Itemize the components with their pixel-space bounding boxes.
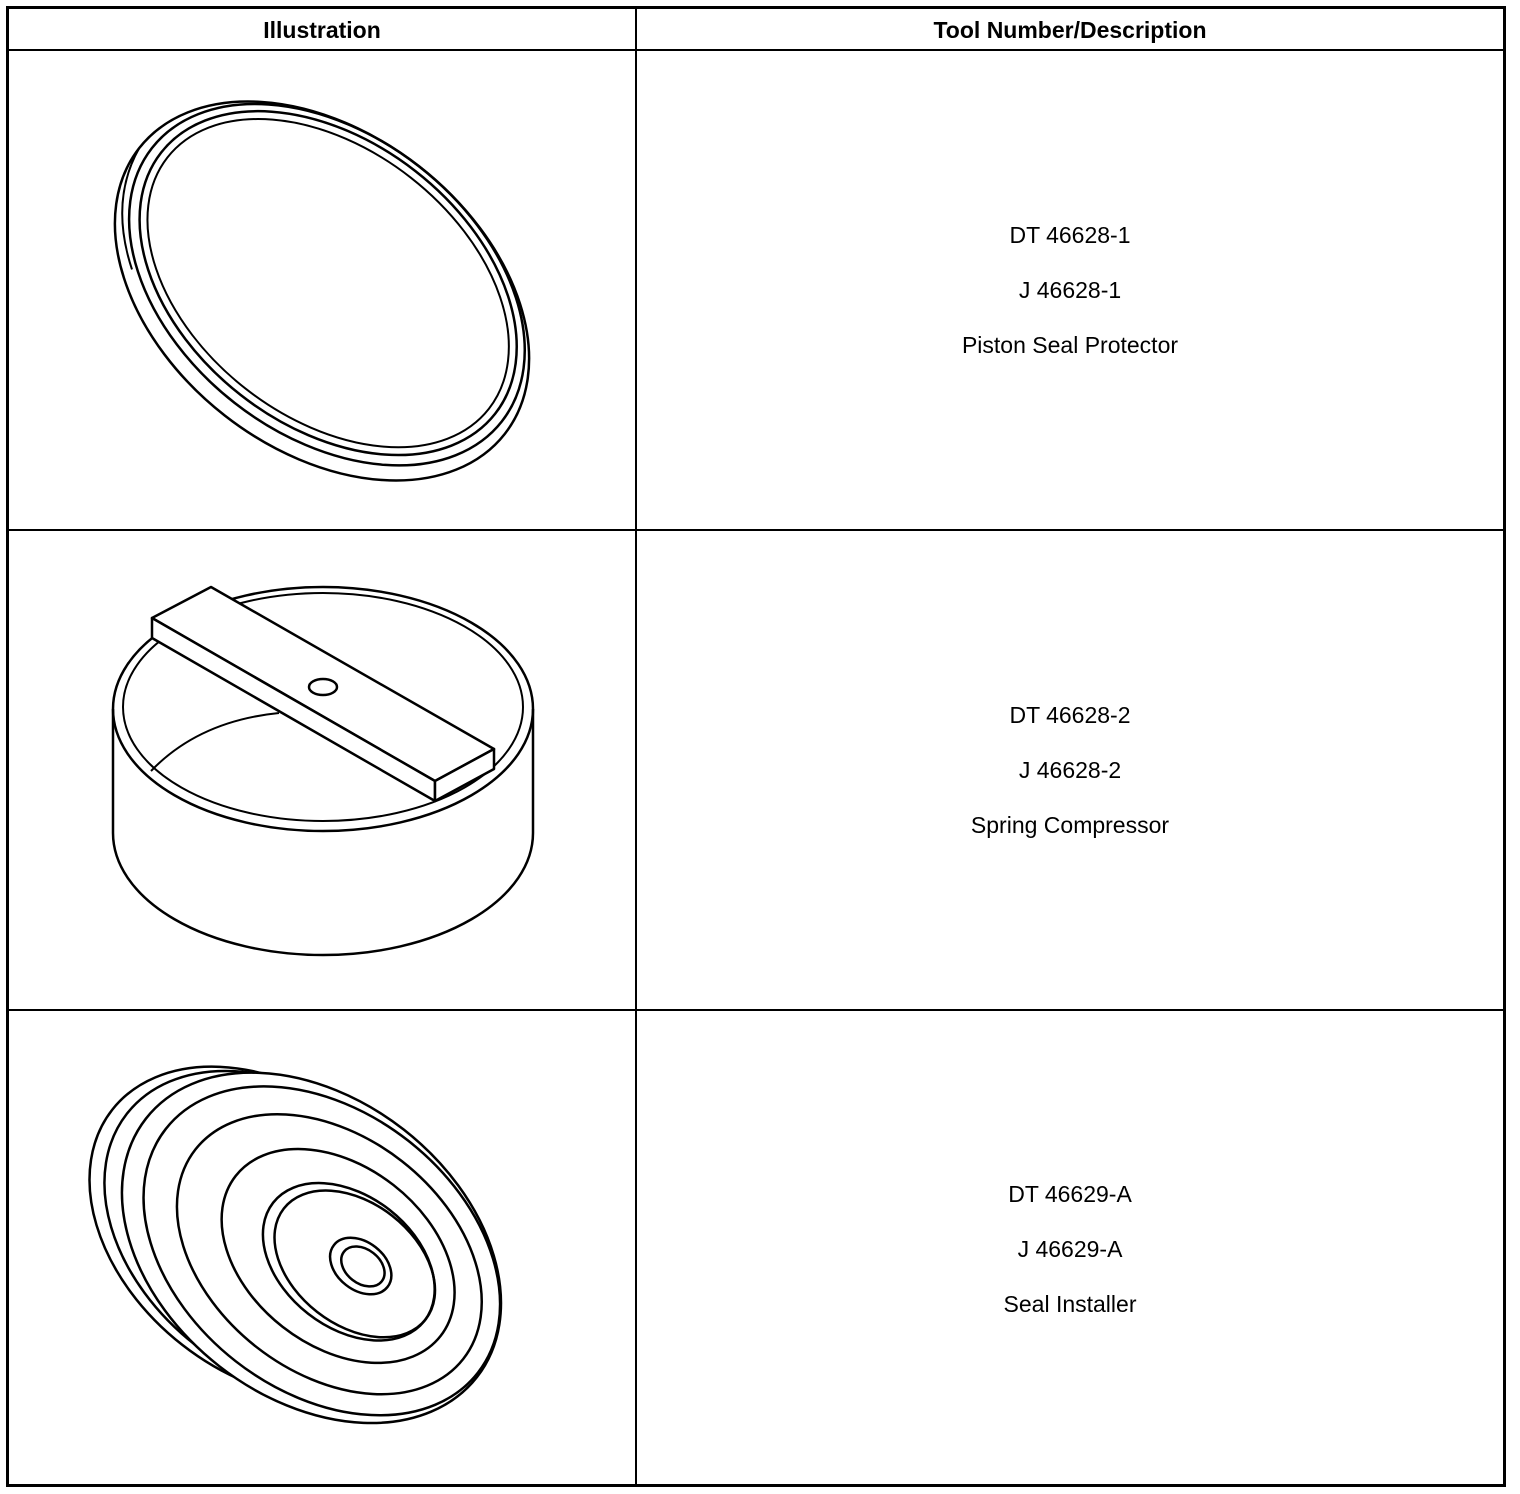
j-number: J 46629-A bbox=[1017, 1235, 1123, 1262]
spring-compressor-drawing bbox=[9, 531, 635, 1009]
table-row bbox=[9, 51, 1503, 531]
header-tool-number-description: Tool Number/Description bbox=[933, 17, 1207, 43]
description-cell bbox=[637, 531, 1503, 1009]
tool-description: Piston Seal Protector bbox=[961, 331, 1179, 358]
illustration-cell bbox=[9, 1011, 635, 1487]
j-number: J 46628-1 bbox=[1018, 276, 1122, 303]
j-number: J 46628-2 bbox=[1018, 756, 1122, 783]
dt-number: DT 46629-A bbox=[1008, 1180, 1132, 1207]
dt-number: DT 46628-2 bbox=[1009, 701, 1131, 728]
description-cell bbox=[637, 1011, 1503, 1487]
seal-installer-drawing bbox=[9, 1011, 635, 1487]
description-cell bbox=[637, 51, 1503, 529]
table-row bbox=[9, 1011, 1503, 1487]
header-illustration: Illustration bbox=[263, 17, 381, 43]
illustration-cell bbox=[9, 51, 635, 529]
tool-description: Spring Compressor bbox=[970, 811, 1170, 838]
tool-table bbox=[6, 6, 1506, 1487]
tool-description: Seal Installer bbox=[1003, 1290, 1137, 1317]
dt-number: DT 46628-1 bbox=[1009, 221, 1131, 248]
piston-seal-protector-drawing bbox=[9, 51, 635, 529]
table-header bbox=[9, 9, 1503, 51]
table-row bbox=[9, 531, 1503, 1011]
illustration-cell bbox=[9, 531, 635, 1009]
